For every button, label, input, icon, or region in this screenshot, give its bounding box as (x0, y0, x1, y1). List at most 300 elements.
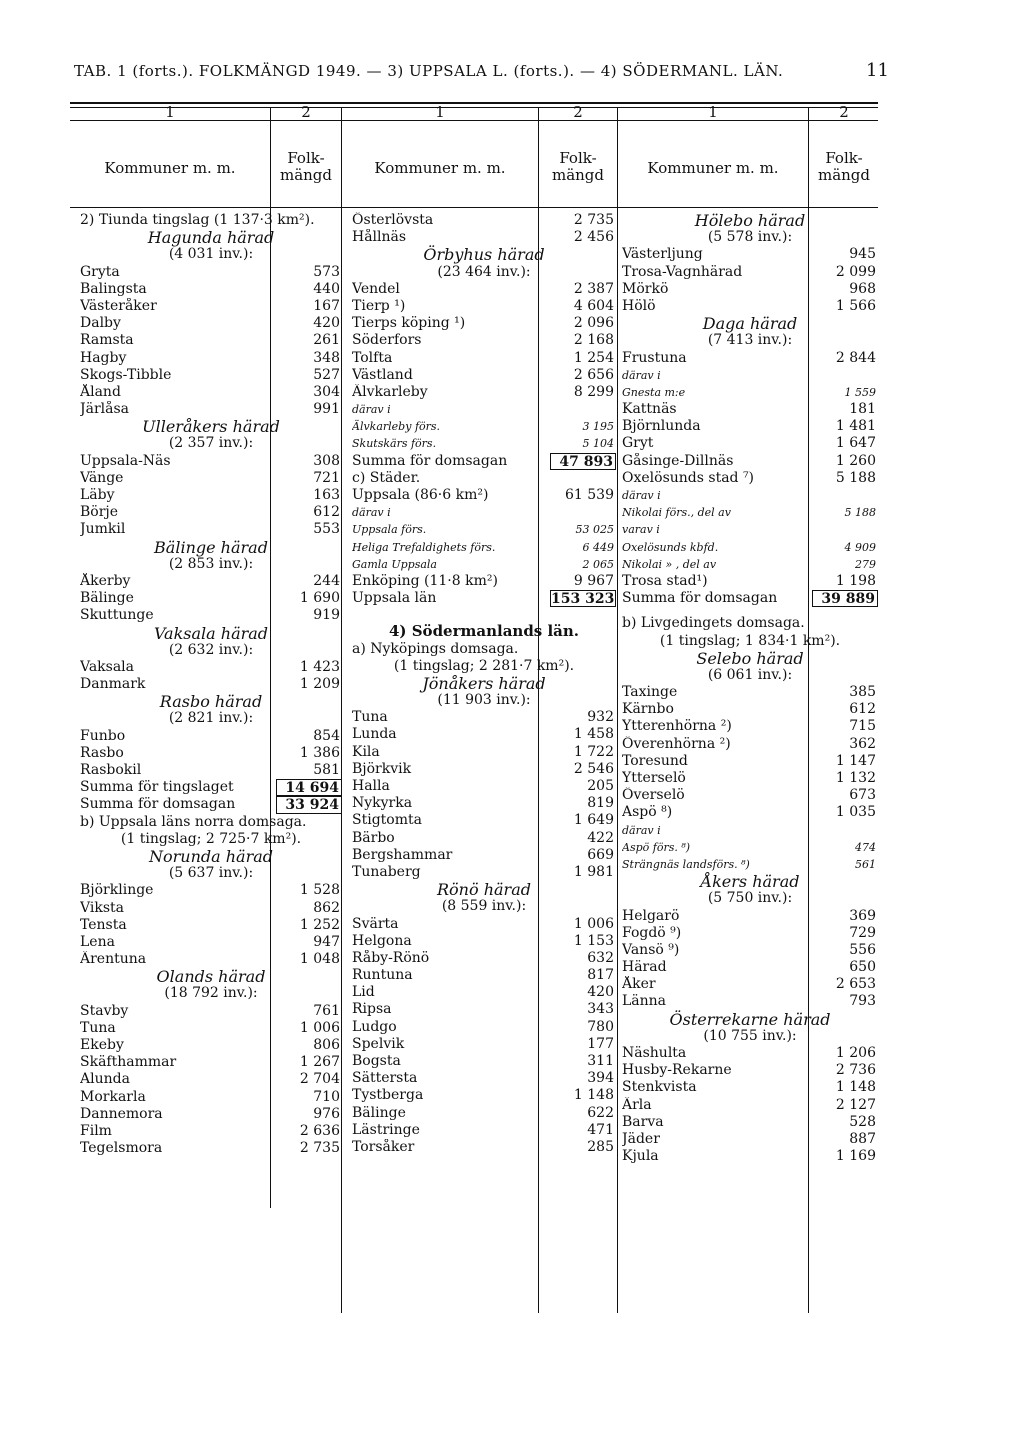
row-value: 2 096 (573, 315, 614, 332)
row-name: Kila (352, 743, 380, 760)
table-row (352, 830, 616, 847)
row-value: 721 (313, 469, 340, 486)
row-name: därav i (622, 823, 661, 837)
row-value: 2 636 (299, 1122, 340, 1139)
row-value: 2 704 (299, 1071, 340, 1088)
table-row (352, 778, 616, 795)
row-name: Åland (80, 383, 121, 400)
row-name: varav i (622, 523, 660, 537)
district-heading (80, 693, 342, 710)
row-value: 369 (849, 907, 876, 924)
row-name: Frustuna (622, 349, 687, 366)
section-title (80, 814, 342, 831)
row-name: Tystberga (352, 1087, 424, 1104)
row-value: 2 735 (299, 1140, 340, 1157)
row-value: 817 (587, 967, 614, 984)
row-name: Oxelösunds kbfd. (622, 540, 719, 554)
row-name: Aspö förs. ⁸) (622, 840, 691, 854)
row-name: Hållnäs (352, 229, 407, 246)
table-column-2 (352, 212, 616, 1156)
table-row (622, 1131, 878, 1148)
row-value: 471 (587, 1121, 614, 1138)
row-value: 1 647 (835, 435, 876, 452)
row-value: 420 (313, 315, 340, 332)
row-value: 33 924 (276, 796, 342, 813)
row-value: 1 481 (835, 418, 876, 435)
table-row (352, 726, 616, 743)
row-text: Selebo härad (696, 648, 804, 668)
table-row (352, 761, 616, 778)
table-row (80, 951, 342, 968)
row-name: Stenkvista (622, 1079, 697, 1096)
row-value: 4 604 (573, 297, 614, 314)
row-name: Husby-Rekarne (622, 1062, 732, 1079)
district-heading (622, 873, 878, 890)
row-name: Dalby (80, 315, 121, 332)
table-row (352, 1122, 616, 1139)
table-row (352, 1105, 616, 1122)
row-name: Bälinge (80, 590, 134, 607)
table-row (80, 1106, 342, 1123)
table-row (80, 590, 342, 607)
row-value: 6 449 (582, 540, 614, 554)
district-heading (622, 1011, 878, 1028)
row-name: Trosa-Vagnhärad (622, 263, 743, 280)
row-value: 819 (587, 795, 614, 812)
row-name: Lena (80, 933, 115, 950)
row-value: 612 (313, 504, 340, 521)
table-row (352, 950, 616, 967)
table-row (80, 728, 342, 745)
row-value: 474 (855, 840, 876, 854)
row-name: därav i (622, 489, 661, 502)
row-value: 632 (587, 949, 614, 966)
row-name: Alunda (80, 1071, 130, 1088)
row-name: Österlövsta (352, 212, 434, 228)
row-name: Lunda (352, 726, 397, 743)
row-value: 527 (313, 366, 340, 383)
row-value: 622 (587, 1104, 614, 1121)
row-name: Tunaberg (352, 863, 421, 880)
district-heading (80, 848, 342, 865)
row-value: 612 (849, 701, 876, 718)
row-value: 1 148 (573, 1087, 614, 1104)
table-row (80, 1140, 342, 1157)
row-value: 385 (849, 684, 876, 701)
sub-row (622, 856, 878, 873)
spacer (352, 607, 616, 615)
row-name: Näshulta (622, 1045, 687, 1061)
row-name: Strängnäs landsförs. ⁸) (622, 857, 750, 871)
row-text: (18 792 inv.): (164, 985, 258, 1002)
row-name: Skäfthammar (80, 1054, 177, 1071)
row-text: b) Uppsala läns norra domsaga. (80, 813, 307, 830)
table-row (622, 1097, 878, 1114)
table-row (352, 1036, 616, 1053)
row-name: Helgona (352, 932, 412, 949)
district-population (622, 1028, 878, 1045)
table-row (622, 401, 878, 418)
total-row (80, 779, 342, 796)
row-name: Västeråker (80, 297, 157, 314)
district-population (80, 985, 342, 1002)
row-name: Hölö (622, 297, 656, 314)
row-value: 2 844 (835, 349, 876, 366)
row-name: Bergshammar (352, 846, 453, 863)
row-value (814, 487, 878, 504)
table-row (80, 745, 342, 762)
row-value: 887 (849, 1130, 876, 1147)
row-value: 2 546 (573, 760, 614, 777)
row-name: Jumkil (80, 521, 126, 538)
col-number-2: 2 (573, 103, 583, 121)
row-text: Norunda härad (148, 846, 274, 866)
row-text: c) Städer. (352, 469, 421, 486)
row-name: Råby-Rönö (352, 949, 430, 966)
row-value: 9 967 (573, 572, 614, 589)
row-value: 793 (849, 993, 876, 1010)
row-value: 854 (313, 727, 340, 744)
row-name: Fogdö ⁹) (622, 924, 682, 941)
row-value: 3 195 (582, 420, 614, 434)
col-number-1: 1 (435, 103, 445, 121)
table-row (80, 1037, 342, 1054)
row-name: Balingsta (80, 280, 147, 297)
row-name: Ekeby (80, 1037, 124, 1053)
table-row (352, 229, 616, 246)
table-row (80, 281, 342, 298)
district-population (352, 264, 616, 281)
sub-row (352, 504, 616, 521)
sub-row (352, 521, 616, 538)
row-name: Gryta (80, 263, 120, 280)
row-name: Film (80, 1122, 112, 1139)
row-name: Överenhörna ²) (622, 735, 731, 752)
row-value: 5 188 (835, 469, 876, 486)
table-row (622, 701, 878, 718)
row-text: b) Livgedingets domsaga. (622, 615, 805, 632)
table-row (352, 709, 616, 726)
row-text: Vaksala härad (153, 623, 269, 643)
row-text: Olands härad (156, 967, 266, 987)
row-value: 673 (849, 787, 876, 804)
row-name: Kjula (622, 1148, 659, 1165)
table-row (80, 607, 342, 624)
table-row (80, 298, 342, 315)
table-row (622, 925, 878, 942)
row-name: Ärentuna (80, 951, 147, 968)
district-population (80, 710, 342, 727)
row-text: Bälinge härad (154, 537, 268, 557)
row-name: Barva (622, 1113, 664, 1130)
row-text: (7 413 inv.): (707, 332, 793, 349)
sub-row (352, 401, 616, 418)
sub-row (622, 384, 878, 401)
table-row (352, 487, 616, 504)
row-name: Tierps köping ¹) (352, 315, 466, 332)
row-name: Stigtomta (352, 812, 422, 829)
district-population (80, 246, 342, 263)
col-number-2: 2 (839, 103, 849, 121)
row-value: 285 (587, 1138, 614, 1155)
county-heading (352, 623, 616, 640)
row-name: Ytterselö (622, 770, 686, 786)
table-row (352, 384, 616, 401)
section-caption (622, 633, 878, 650)
col-number-1: 1 (708, 103, 718, 121)
row-name: Bälinge (352, 1104, 406, 1121)
table-row (622, 718, 878, 735)
row-value: 1 169 (835, 1148, 876, 1165)
row-name: Mörkö (622, 280, 669, 297)
row-value: 1 006 (299, 1019, 340, 1036)
row-text: (2 853 inv.): (168, 555, 254, 572)
table-row (352, 847, 616, 864)
value-header-line1: Folk- (559, 149, 597, 167)
row-value: 919 (313, 607, 340, 624)
total-row (622, 590, 878, 607)
row-value: 1 132 (835, 770, 876, 786)
row-name: Ramsta (80, 332, 134, 349)
sub-row (352, 556, 616, 573)
row-text: a) Nyköpings domsaga. (352, 640, 519, 657)
row-name: Hagby (80, 349, 127, 366)
row-value: 729 (849, 924, 876, 941)
row-value (814, 822, 878, 839)
row-name: Helgarö (622, 907, 680, 924)
district-population (80, 642, 342, 659)
row-name: Danmark (80, 676, 146, 693)
row-text: (2 357 inv.): (168, 435, 254, 452)
row-value: 167 (313, 297, 340, 314)
row-value: 1 559 (844, 385, 876, 399)
row-value: 53 025 (575, 523, 614, 537)
row-value: 581 (313, 762, 340, 778)
row-value: 1 252 (299, 916, 340, 933)
table-row (622, 684, 878, 701)
table-row (80, 762, 342, 779)
district-heading (622, 650, 878, 667)
spacer (622, 607, 878, 615)
row-name: Summa för domsagan (80, 796, 236, 813)
row-name: Älvkarleby förs. (352, 420, 441, 434)
row-name: Trosa stad¹) (622, 572, 708, 589)
sub-row (622, 839, 878, 856)
table-row (80, 573, 342, 590)
table-column-3 (622, 212, 878, 1165)
row-name: Taxinge (622, 684, 678, 701)
sub-row (622, 556, 878, 573)
table-row (80, 487, 342, 504)
table-row (80, 1089, 342, 1106)
table-row (622, 1062, 878, 1079)
table-row (80, 1071, 342, 1088)
row-text: (5 578 inv.): (707, 229, 793, 246)
row-name: Oxelösunds stad ⁷) (622, 469, 755, 486)
row-name: Nykyrka (352, 795, 413, 812)
table-row (80, 401, 342, 418)
row-name: Nikolai » , del av (622, 557, 717, 571)
row-value: 2 456 (573, 229, 614, 246)
section-title (352, 470, 616, 487)
table-row (80, 384, 342, 401)
row-value: 440 (313, 280, 340, 297)
district-heading (352, 675, 616, 692)
row-name: Tuna (80, 1019, 116, 1036)
table-row (352, 812, 616, 829)
row-value: 862 (313, 899, 340, 916)
header-bottom-rule (70, 207, 878, 208)
row-name: Björnlunda (622, 418, 701, 435)
row-value: 420 (587, 984, 614, 1001)
row-value: 4 909 (844, 540, 876, 554)
row-name: Uppsala (86·6 km²) (352, 487, 489, 503)
district-population (622, 667, 878, 684)
table-row (622, 435, 878, 452)
row-name: Rasbokil (80, 762, 142, 778)
row-text: (11 903 inv.): (437, 692, 531, 709)
row-name: Gryt (622, 435, 654, 452)
row-name: Uppsala län (352, 590, 437, 607)
row-text: Jönåkers härad (422, 673, 546, 693)
row-value: 556 (849, 941, 876, 958)
row-value: 244 (313, 572, 340, 589)
table-row (352, 350, 616, 367)
row-name: Sättersta (352, 1070, 418, 1087)
value-header-line2: mängd (279, 166, 333, 184)
table-row (80, 1020, 342, 1037)
sub-row (352, 539, 616, 556)
row-value: 304 (313, 383, 340, 400)
row-value: 1 566 (835, 297, 876, 314)
row-name: Dannemora (80, 1105, 163, 1122)
section-title (352, 641, 616, 658)
page-number: 11 (866, 60, 889, 81)
row-name: därav i (352, 403, 391, 417)
row-name: Viksta (80, 899, 124, 916)
table-row (622, 470, 878, 487)
row-value (814, 521, 878, 538)
table-row (622, 753, 878, 770)
row-name: Västland (352, 366, 413, 383)
row-value: 561 (855, 857, 876, 871)
table-row (352, 212, 616, 229)
row-value: 1 148 (835, 1079, 876, 1096)
table-row (622, 993, 878, 1010)
row-value: 1 722 (573, 743, 614, 760)
table-row (352, 367, 616, 384)
table-row (352, 744, 616, 761)
name-header: Kommuner m. m. (104, 159, 236, 177)
row-name: Västerljung (622, 246, 703, 263)
row-name: Börje (80, 504, 119, 521)
section-title (80, 212, 342, 229)
district-population (352, 692, 616, 709)
row-value: 261 (313, 332, 340, 349)
table-row (80, 453, 342, 470)
row-value: 163 (313, 487, 340, 503)
row-name: Heliga Trefaldighets förs. (352, 540, 496, 554)
row-value: 947 (313, 933, 340, 950)
table-row (622, 942, 878, 959)
table-row (352, 933, 616, 950)
row-text: 2) Tiunda tingslag (1 137·3 km²). (80, 212, 315, 228)
row-name: Bogsta (352, 1053, 401, 1069)
table-row (80, 676, 342, 693)
table-row (622, 959, 878, 976)
table-row (622, 264, 878, 281)
row-name: Uppsala förs. (352, 523, 427, 537)
row-name: Toresund (622, 752, 688, 769)
table-row (352, 864, 616, 881)
row-value: 14 694 (276, 779, 342, 796)
value-header-line1: Folk- (825, 149, 863, 167)
table-row (622, 908, 878, 925)
sub-row (622, 504, 878, 521)
row-text: Hölebo härad (694, 211, 806, 230)
row-text: Daga härad (702, 314, 798, 334)
row-text: (2 632 inv.): (168, 641, 254, 658)
table-row (80, 659, 342, 676)
col-number-1: 1 (165, 103, 175, 121)
row-name: Ytterenhörna ²) (622, 718, 732, 735)
row-value: 348 (313, 349, 340, 366)
section-caption (352, 658, 616, 675)
row-name: Kärnbo (622, 701, 674, 718)
total-row (80, 796, 342, 813)
row-value: 976 (313, 1105, 340, 1122)
table-row (80, 332, 342, 349)
row-text: (5 750 inv.): (707, 890, 793, 907)
row-text: (2 821 inv.): (168, 710, 254, 727)
row-name: Gamla Uppsala (352, 557, 437, 571)
row-name: Gnesta m:e (622, 385, 686, 399)
row-name: Björkvik (352, 760, 412, 777)
row-value: 177 (587, 1035, 614, 1052)
table-row (80, 934, 342, 951)
row-name: Skuttunge (80, 607, 154, 624)
row-name: Vendel (352, 280, 400, 297)
row-name: Svärta (352, 915, 399, 932)
district-heading (352, 881, 616, 898)
row-text: Rönö härad (437, 880, 531, 900)
row-value: 1 528 (299, 882, 340, 899)
name-header: Kommuner m. m. (374, 159, 506, 177)
table-row (352, 573, 616, 590)
row-name: Gåsinge-Dillnäs (622, 452, 734, 469)
row-value: 2 736 (835, 1062, 876, 1079)
row-value: 945 (849, 246, 876, 263)
row-name: Järlåsa (80, 401, 130, 418)
row-value: 761 (313, 1002, 340, 1019)
table-row (80, 900, 342, 917)
row-name: Tierp ¹) (352, 297, 406, 314)
table-row (352, 298, 616, 315)
sub-row (352, 418, 616, 435)
table-row (352, 916, 616, 933)
section-caption (80, 831, 342, 848)
row-name: Rasbo (80, 744, 124, 761)
row-text: (1 tingslag; 2 725·7 km²). (120, 830, 302, 847)
row-name: Halla (352, 778, 390, 794)
district-heading (80, 625, 342, 642)
table-row (622, 298, 878, 315)
row-text: Rasbo härad (159, 692, 263, 712)
row-name: Uppsala-Näs (80, 452, 171, 469)
table-row (352, 281, 616, 298)
row-name: Spelvik (352, 1035, 405, 1052)
row-name: Runtuna (352, 967, 413, 984)
